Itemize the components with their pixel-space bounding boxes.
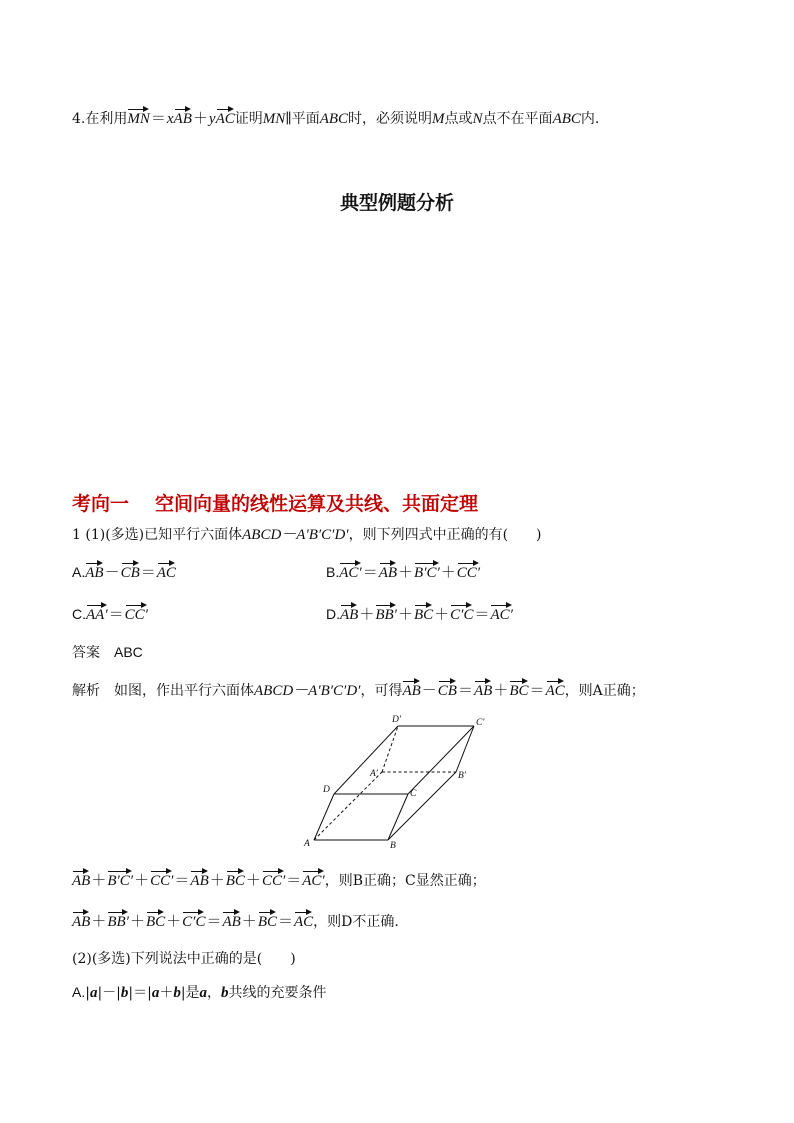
line-mn: MN bbox=[262, 111, 286, 127]
vector: AB bbox=[72, 909, 90, 929]
plane-abc: ABC bbox=[319, 111, 349, 127]
vector: AB bbox=[72, 868, 90, 888]
math-symbol: |＝| bbox=[128, 985, 152, 1001]
label-d1: D′ bbox=[392, 715, 401, 725]
operator: ＋ bbox=[398, 563, 414, 581]
operator: ＋ bbox=[440, 563, 456, 581]
vector: AB bbox=[474, 678, 492, 698]
note-text: 内. bbox=[580, 111, 600, 127]
analysis-text: 如图，作出平行六面体 bbox=[114, 683, 254, 699]
operator: ＝ bbox=[140, 563, 156, 581]
operator: ＝ bbox=[457, 681, 473, 699]
vector: AC′ bbox=[490, 602, 512, 622]
option-c bbox=[72, 602, 148, 625]
operator: － bbox=[104, 563, 120, 581]
note-text: 平面 bbox=[291, 111, 320, 127]
analysis-line-3 bbox=[72, 909, 399, 932]
label-d: D bbox=[323, 785, 330, 795]
option-a bbox=[72, 560, 176, 583]
label-c: C bbox=[410, 789, 417, 799]
vector-ac: AC bbox=[216, 106, 235, 126]
vector: BC bbox=[146, 909, 165, 929]
note-text: 4.在利用 bbox=[72, 111, 128, 127]
answer-label: 答案 bbox=[72, 645, 100, 661]
topic-heading bbox=[72, 489, 478, 516]
analysis-text: ，则D不正确. bbox=[313, 914, 399, 930]
vector: AC′ bbox=[302, 868, 324, 888]
vector: AC bbox=[157, 560, 176, 580]
vector-b: b bbox=[120, 985, 129, 1001]
vector: C′C bbox=[182, 909, 205, 929]
edge-c1b1 bbox=[456, 726, 474, 772]
operator: ＋ bbox=[129, 912, 145, 930]
vector: CC′ bbox=[262, 868, 285, 888]
operator: ＋ bbox=[245, 871, 261, 889]
vector: CB bbox=[438, 678, 457, 698]
vector-mn: MN bbox=[127, 106, 150, 126]
operator: ＝ bbox=[206, 912, 222, 930]
vector: AB bbox=[222, 909, 240, 929]
point-m: M bbox=[432, 111, 445, 127]
equals-sign: ＝ bbox=[150, 109, 166, 127]
vector-ab: AB bbox=[174, 106, 192, 126]
vector: AA′ bbox=[86, 602, 108, 622]
vector: AB bbox=[340, 602, 358, 622]
analysis-line-1 bbox=[72, 678, 645, 701]
vector: CC′ bbox=[150, 868, 173, 888]
section-heading: 典型例题分析 bbox=[339, 192, 454, 214]
vector: AB bbox=[85, 560, 103, 580]
stem-text: 1 (1)(多选)已知平行六面体 bbox=[72, 527, 243, 543]
operator: ＝ bbox=[286, 871, 302, 889]
plane-abc: ABC bbox=[552, 111, 581, 127]
q2-option-a bbox=[72, 982, 327, 1003]
note-text: 证明 bbox=[234, 111, 263, 127]
solid-name: ABCD－A′B′C′D′ bbox=[254, 683, 361, 699]
operator: ＋ bbox=[359, 605, 375, 623]
vector-a: a bbox=[199, 985, 208, 1001]
option-text: |是 bbox=[180, 985, 200, 1001]
operator: ＋ bbox=[397, 605, 413, 623]
operator: ＝ bbox=[108, 605, 124, 623]
vector: B′C′ bbox=[107, 868, 133, 888]
note-text: 点不在平面 bbox=[482, 111, 553, 127]
analysis-line-2 bbox=[72, 868, 486, 891]
vector: BC bbox=[258, 909, 277, 929]
answer-line bbox=[72, 642, 143, 663]
edge-a1d1-hidden bbox=[382, 726, 398, 772]
vector: AB bbox=[379, 560, 397, 580]
operator: ＝ bbox=[362, 563, 378, 581]
operator: ＋ bbox=[241, 912, 257, 930]
analysis-text: ，可得 bbox=[360, 683, 403, 699]
analysis-text: ，则A正确； bbox=[564, 683, 645, 699]
math-symbol: | bbox=[85, 985, 90, 1001]
operator: ＋ bbox=[166, 912, 182, 930]
label-a1: A′ bbox=[370, 769, 378, 779]
operator: ＝ bbox=[529, 681, 545, 699]
operator: ＋ bbox=[91, 871, 107, 889]
label-b: B bbox=[390, 841, 396, 851]
analysis-label: 解析 bbox=[72, 683, 100, 699]
vector: BC bbox=[226, 868, 245, 888]
vector-b: b bbox=[221, 985, 229, 1001]
edge-bc bbox=[388, 794, 408, 840]
option-text: 共线的充要条件 bbox=[228, 985, 327, 1001]
vector: AB bbox=[402, 678, 420, 698]
coef-x: x bbox=[166, 111, 174, 127]
option-label: C. bbox=[72, 606, 86, 622]
edge-dd1 bbox=[334, 726, 398, 794]
operator: ＝ bbox=[277, 912, 293, 930]
parallelepiped-figure bbox=[290, 712, 500, 852]
question-2-stem: (2)(多选)下列说法中正确的是( ) bbox=[72, 951, 296, 967]
option-b bbox=[326, 560, 480, 583]
operator: ＝ bbox=[174, 871, 190, 889]
option-label: A. bbox=[72, 564, 86, 580]
note-4-line bbox=[72, 106, 599, 129]
label-a: A bbox=[304, 839, 310, 849]
point-n: N bbox=[472, 111, 483, 127]
math-symbol: |－| bbox=[97, 985, 121, 1001]
operator: ＋ bbox=[134, 871, 150, 889]
vector: BC bbox=[509, 678, 528, 698]
operator: ＋ bbox=[434, 605, 450, 623]
vector: CC′ bbox=[125, 602, 148, 622]
label-c1: C′ bbox=[476, 718, 485, 728]
operator: ＋ bbox=[91, 912, 107, 930]
vector: BB′ bbox=[375, 602, 397, 622]
option-text: ， bbox=[207, 985, 222, 1001]
edge-bb1 bbox=[388, 772, 456, 840]
edge-aa1-hidden bbox=[314, 772, 382, 840]
vector: BB′ bbox=[107, 909, 129, 929]
operator: ＋ bbox=[209, 871, 225, 889]
note-text: 时，必须说明 bbox=[348, 111, 433, 127]
option-label: D. bbox=[326, 606, 340, 622]
note-text: 点或 bbox=[444, 111, 473, 127]
option-label: A. bbox=[72, 984, 86, 1000]
vector: AC′ bbox=[339, 560, 361, 580]
topic-title: 空间向量的线性运算及共线、共面定理 bbox=[155, 493, 479, 515]
option-d bbox=[326, 602, 513, 625]
vector: AC bbox=[294, 909, 313, 929]
operator: ＋ bbox=[493, 681, 509, 699]
vector-a: a bbox=[151, 985, 160, 1001]
plus-sign: ＋ bbox=[192, 109, 208, 127]
vector-b: b bbox=[173, 985, 181, 1001]
vector: C′C bbox=[450, 602, 473, 622]
vector: AB bbox=[190, 868, 208, 888]
label-b1: B′ bbox=[458, 771, 466, 781]
vector: AC bbox=[546, 678, 565, 698]
vector-a: a bbox=[89, 985, 98, 1001]
vector: CC′ bbox=[457, 560, 480, 580]
vector: BC bbox=[414, 602, 433, 622]
question-1-stem bbox=[72, 525, 542, 545]
coef-y: y bbox=[208, 111, 216, 127]
topic-label: 考向一 bbox=[72, 493, 130, 515]
edge-da bbox=[314, 794, 334, 840]
stem-text: ，则下列四式中正确的有( ) bbox=[348, 527, 542, 543]
vector: CB bbox=[121, 560, 140, 580]
operator: － bbox=[421, 681, 437, 699]
vector: B′C′ bbox=[414, 560, 440, 580]
parallel-sign: ∥ bbox=[285, 111, 292, 127]
solid-name: ABCD－A′B′C′D′ bbox=[242, 527, 349, 543]
answer-value: ABC bbox=[114, 644, 143, 660]
edge-cc1 bbox=[408, 726, 474, 794]
option-label: B. bbox=[326, 564, 340, 580]
operator: ＝ bbox=[474, 605, 490, 623]
math-symbol: ＋ bbox=[159, 985, 174, 1001]
analysis-text: ，则B正确；C显然正确； bbox=[324, 873, 486, 889]
